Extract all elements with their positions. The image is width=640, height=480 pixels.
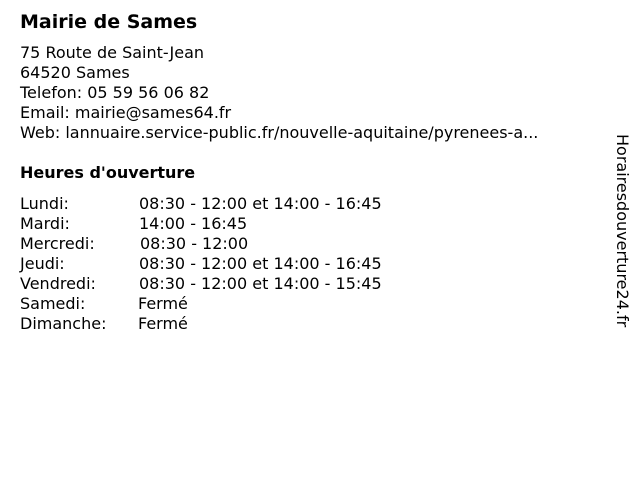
day-label: Lundi:	[20, 194, 69, 213]
day-hours: 08:30 - 12:00 et 14:00 - 16:45	[139, 194, 382, 213]
day-hours: Fermé	[138, 314, 188, 333]
site-watermark	[612, 134, 632, 372]
day-hours: 14:00 - 16:45	[139, 214, 248, 233]
website-url: Web: lannuaire.service-public.fr/nouvelle-aquitaine/pyrenees-a...	[20, 123, 539, 142]
day-label: Vendredi:	[20, 274, 96, 293]
address-city: 64520 Sames	[20, 63, 130, 82]
day-hours: 08:30 - 12:00 et 14:00 - 15:45	[139, 274, 382, 293]
phone-number: Telefon: 05 59 56 06 82	[20, 83, 210, 102]
day-label: Mardi:	[20, 214, 70, 233]
day-hours: 08:30 - 12:00	[140, 234, 249, 253]
watermark-text: Horairesdouverture24.fr	[613, 134, 632, 328]
contact-info	[20, 43, 538, 143]
day-hours: 08:30 - 12:00 et 14:00 - 16:45	[139, 254, 382, 273]
day-label: Dimanche:	[20, 314, 107, 333]
day-hours: Fermé	[138, 294, 188, 313]
day-label: Jeudi:	[20, 254, 65, 273]
address-street: 75 Route de Saint-Jean	[20, 43, 205, 62]
day-label: Samedi:	[20, 294, 86, 313]
page-title: Mairie de Sames	[20, 11, 198, 33]
day-label: Mercredi:	[20, 234, 95, 253]
email-address: Email: mairie@sames64.fr	[20, 103, 232, 122]
opening-hours-heading: Heures d'ouverture	[20, 163, 196, 182]
